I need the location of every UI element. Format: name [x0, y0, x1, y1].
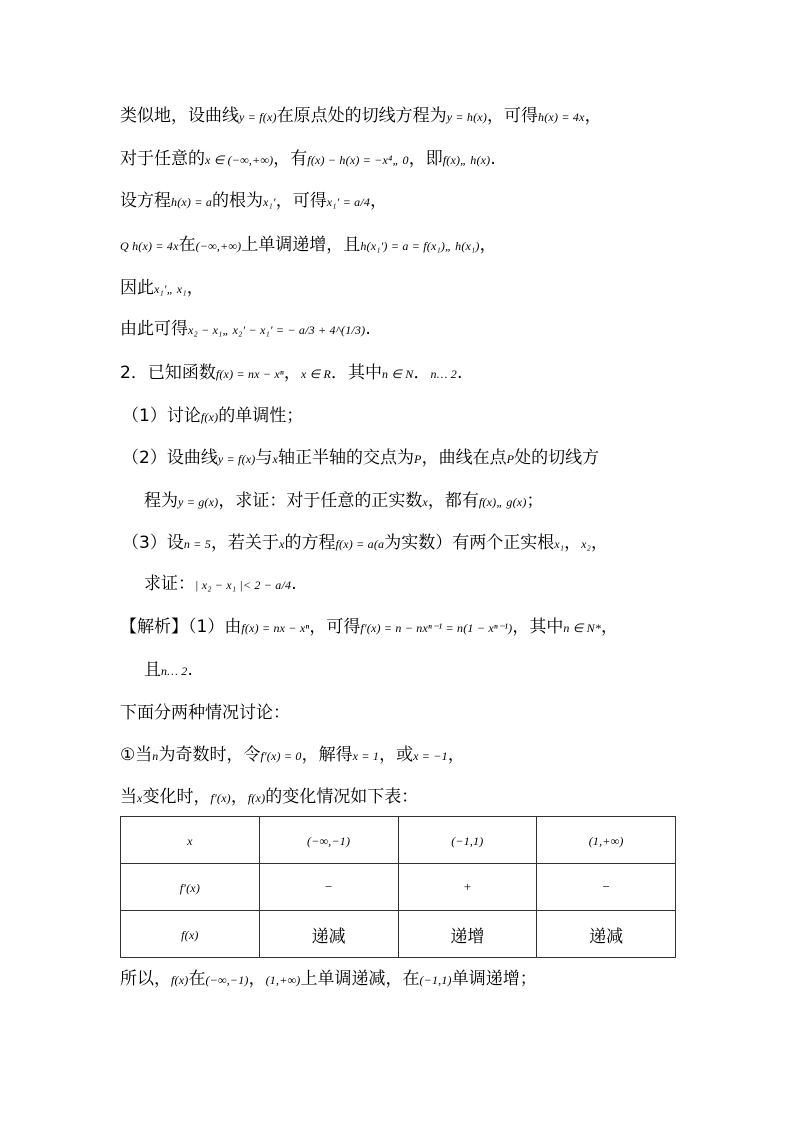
text-line: 类似地，设曲线y = f(x)在原点处的切线方程为y = h(x)，可得h(x) = 4x，	[120, 106, 602, 126]
solution-line: 【解析】（1）由f(x) = nx − xⁿ，可得f′(x) = n − nxⁿ⁻¹ = n(1 − xⁿ⁻¹)，其中n ∈ N*，	[120, 617, 619, 637]
problem-stem: 2．已知函数f(x) = nx − xⁿ，x ∈ R．其中n ∈ N．n… 2.	[120, 363, 463, 383]
solution-line: ①当n为奇数时，令f′(x) = 0，解得x = 1，或x = −1，	[120, 745, 465, 765]
text-line: 设方程h(x) = a的根为x₁′，可得x₁′ = a/4，	[120, 191, 388, 211]
table-cell: 递减	[259, 911, 398, 958]
question-3-continued: 求证：| x₂ − x₁ |< 2 − a/4.	[144, 574, 297, 594]
table-row	[121, 864, 676, 911]
table-cell: x	[121, 817, 260, 864]
table-row	[121, 817, 676, 864]
table-cell: (1,+∞)	[537, 817, 676, 864]
text-line: 因此x₁′„ x₁，	[120, 278, 204, 298]
solution-line: 且n… 2.	[144, 660, 193, 680]
table-cell: +	[398, 864, 537, 911]
question-1: （1）讨论f(x)的单调性；	[122, 406, 304, 426]
question-3: （3）设n = 5，若关于x的方程f(x) = a(a为实数）有两个正实根x₁，x₂，	[122, 533, 609, 553]
solution-line: 当x变化时，f′(x)，f(x)的变化情况如下表：	[120, 787, 419, 807]
table-cell: 递增	[398, 911, 537, 958]
table-cell: (−∞,−1)	[259, 817, 398, 864]
table-row	[121, 911, 676, 958]
text-line: 由此可得x₂ − x₁„ x₂′ − x₁′ = − a/3 + 4^(1/3).	[120, 319, 371, 339]
question-2: （2）设曲线y = f(x)与x轴正半轴的交点为P，曲线在点P处的切线方	[122, 448, 600, 468]
text-line: 对于任意的x ∈ (−∞,+∞)，有f(x) − h(x) = −x⁴„ 0，即f(x)„ h(x).	[120, 149, 496, 169]
conclusion-line: 所以，f(x)在(−∞,−1)，(1,+∞)上单调递减，在(−1,1)单调递增；	[120, 969, 537, 989]
table-cell: 递减	[537, 911, 676, 958]
text-line: Q h(x) = 4x在(−∞,+∞)上单调递增，且h(x₁′) = a = f(x₁)„ h(x₁)，	[120, 235, 497, 255]
table-cell: (−1,1)	[398, 817, 537, 864]
table-cell: f(x)	[121, 911, 260, 958]
table-cell: −	[259, 864, 398, 911]
table-cell: f′(x)	[121, 864, 260, 911]
question-2-continued: 程为y = g(x)，求证：对于任意的正实数x，都有f(x)„ g(x)；	[144, 491, 544, 511]
table-cell: −	[537, 864, 676, 911]
variation-table	[120, 816, 676, 958]
solution-line: 下面分两种情况讨论：	[120, 703, 290, 723]
